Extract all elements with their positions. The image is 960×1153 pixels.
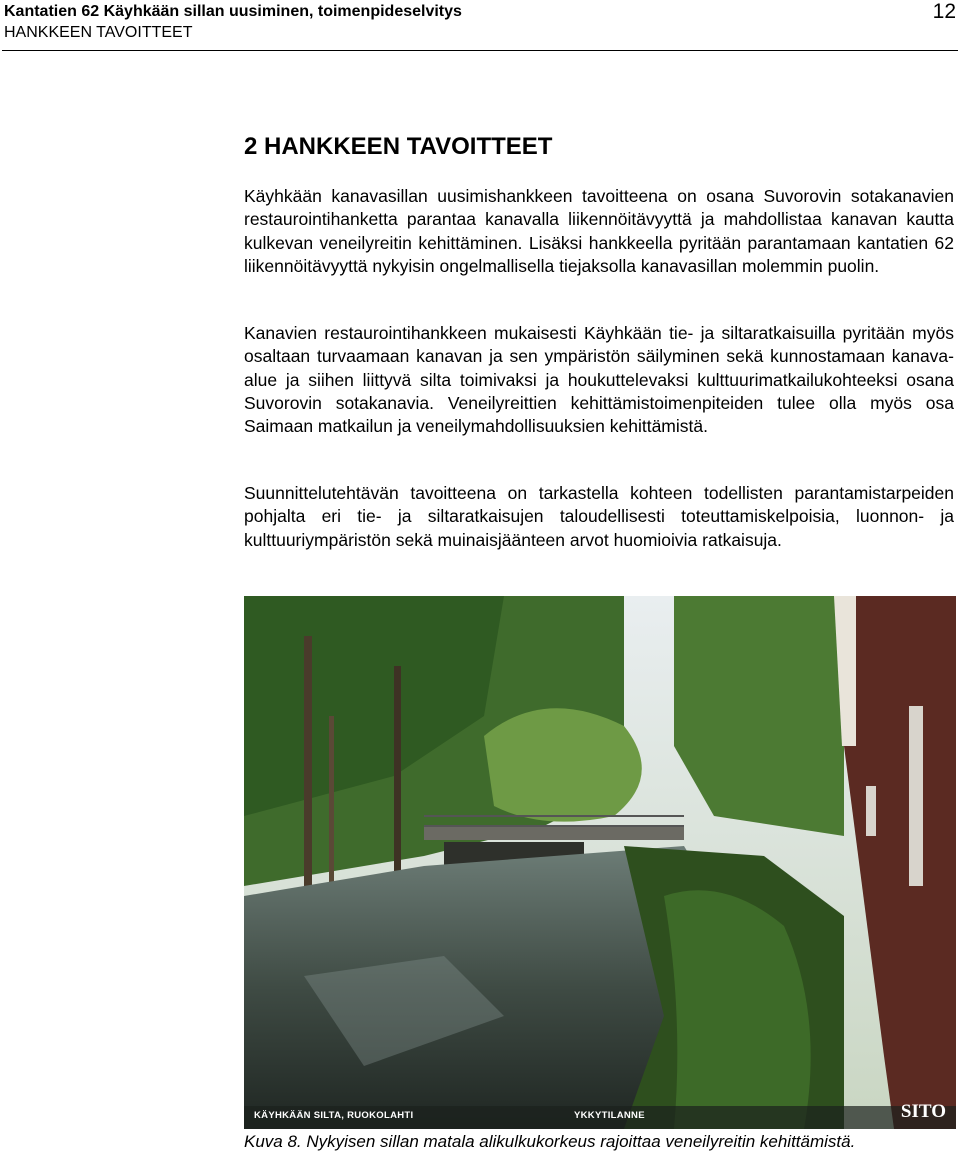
photo-illustration <box>244 596 956 1129</box>
section-heading: 2 HANKKEEN TAVOITTEET <box>244 133 553 160</box>
page-number: 12 <box>932 0 956 23</box>
header-divider <box>2 50 958 51</box>
sito-logo: SITO <box>900 1101 946 1122</box>
paragraph-2: Kanavien restaurointihankkeen mukaisesti Käyhkään tie- ja siltaratkaisuilla pyritään myös osaltaan turvaamaan kanavan ja sen ympäristön säilyminen sekä kunnostamaan kanava-alue ja siihen liittyvä silta toimivaksi ja houkuttelevaksi kulttuurimatkailukohteeksi osana Suvorovin sotakanavia. Veneilyreittien kehittämistoimenpiteiden tulee olla myös osa Saimaan matkailun ja veneilymahdollisuuksien kehittämistä. <box>244 323 954 437</box>
document-title: Kantatien 62 Käyhkään sillan uusiminen, toimenpideselvitys <box>4 3 462 20</box>
photo-label-location: KÄYHKÄÄN SILTA, RUOKOLAHTI <box>254 1110 414 1121</box>
figure-caption: Kuva 8. Nykyisen sillan matala alikulkukorkeus rajoittaa veneilyreitin kehittämistä. <box>244 1132 856 1151</box>
paragraph-3: Suunnittelutehtävän tavoitteena on tarkastella kohteen todellisten parantamistarpeiden pohjalta eri tie- ja siltaratkaisujen taloudellisesti toteuttamiskelpoisia, luonnon- ja kulttuuriympäristön sekä muinaisjäänteen arvot huomioivia ratkaisuja. <box>244 483 954 550</box>
chapter-title: HANKKEEN TAVOITTEET <box>4 24 193 41</box>
paragraph-1: Käyhkään kanavasillan uusimishankkeen tavoitteena on osana Suvorovin sotakanavien restaurointihanketta parantaa kanavalla liikennöitävyyttä ja mahdollistaa kanavan kautta kulkevan veneilyreitin kehittäminen. Lisäksi hankkeella pyritään parantamaan kantatien 62 liikennöitävyyttä nykyisin ongelmallisella tiejaksolla kanavasillan molemmin puolin. <box>244 186 954 276</box>
photo-label-credit: YKKYTILANNE <box>574 1110 645 1121</box>
page-header <box>0 0 960 52</box>
bridge-photo <box>244 596 956 1129</box>
